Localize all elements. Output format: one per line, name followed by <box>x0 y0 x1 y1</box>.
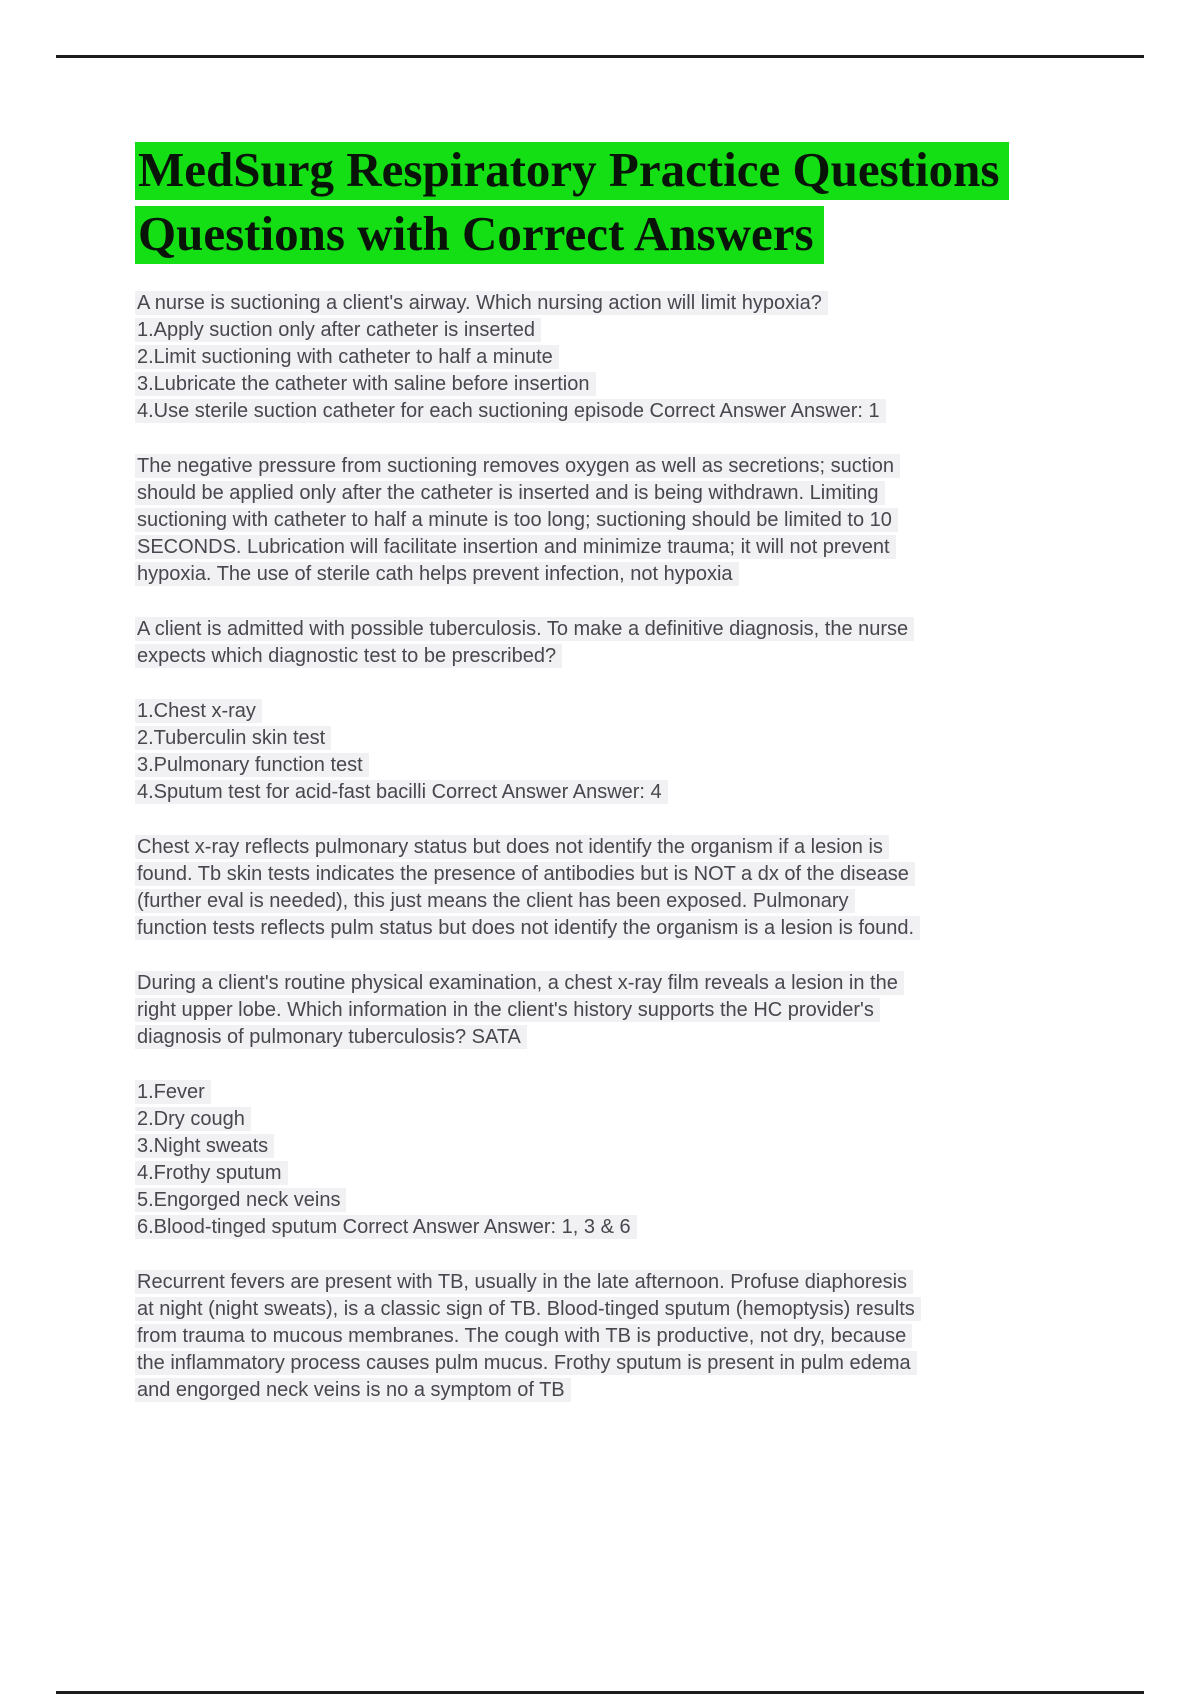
text-line <box>135 997 1015 1024</box>
highlighted-text: 1.Apply suction only after catheter is inserted <box>135 318 541 342</box>
highlighted-text: 2.Dry cough <box>135 1107 251 1131</box>
text-line <box>135 398 1015 425</box>
options-2 <box>135 698 1015 806</box>
page-title-text-2: Questions with Correct Answers <box>135 206 824 264</box>
top-horizontal-rule <box>56 55 1144 58</box>
highlighted-text: 2.Limit suctioning with catheter to half a minute <box>135 345 559 369</box>
highlighted-text: expects which diagnostic test to be prescribed? <box>135 644 562 668</box>
text-line <box>135 290 1015 317</box>
text-line <box>135 643 1015 670</box>
text-line <box>135 888 1015 915</box>
text-line <box>135 1350 1015 1377</box>
document-content <box>135 142 1015 1432</box>
text-line <box>135 1377 1015 1404</box>
highlighted-text: (further eval is needed), this just means the client has been exposed. Pulmonary <box>135 889 855 913</box>
text-line <box>135 616 1015 643</box>
rationale-1 <box>135 453 1015 588</box>
question-1 <box>135 290 1015 425</box>
text-line <box>135 317 1015 344</box>
text-line <box>135 1106 1015 1133</box>
highlighted-text: 1.Chest x-ray <box>135 699 262 723</box>
highlighted-text: 3.Lubricate the catheter with saline before insertion <box>135 372 596 396</box>
highlighted-text: 5.Engorged neck veins <box>135 1188 346 1212</box>
bottom-horizontal-rule <box>56 1691 1144 1694</box>
highlighted-text: 4.Use sterile suction catheter for each suctioning episode Correct Answer Answer: 1 <box>135 399 886 423</box>
text-line <box>135 779 1015 806</box>
text-line <box>135 970 1015 997</box>
highlighted-text: 6.Blood-tinged sputum Correct Answer Answer: 1, 3 & 6 <box>135 1215 637 1239</box>
highlighted-text: 3.Pulmonary function test <box>135 753 369 777</box>
text-line <box>135 698 1015 725</box>
text-line <box>135 834 1015 861</box>
options-3 <box>135 1079 1015 1241</box>
rationale-3 <box>135 1269 1015 1404</box>
text-line <box>135 1024 1015 1051</box>
text-line <box>135 561 1015 588</box>
highlighted-text: 4.Frothy sputum <box>135 1161 288 1185</box>
highlighted-text: at night (night sweats), is a classic sign of TB. Blood-tinged sputum (hemoptysis) results <box>135 1297 921 1321</box>
text-line <box>135 725 1015 752</box>
page-title-line-1 <box>135 142 1015 200</box>
text-line <box>135 1214 1015 1241</box>
highlighted-text: A nurse is suctioning a client's airway. Which nursing action will limit hypoxia? <box>135 291 828 315</box>
question-2 <box>135 616 1015 670</box>
highlighted-text: from trauma to mucous membranes. The cough with TB is productive, not dry, because <box>135 1324 912 1348</box>
text-line <box>135 507 1015 534</box>
text-line <box>135 480 1015 507</box>
text-line <box>135 534 1015 561</box>
highlighted-text: 2.Tuberculin skin test <box>135 726 331 750</box>
page-title <box>135 142 1015 264</box>
text-line <box>135 1160 1015 1187</box>
text-line <box>135 915 1015 942</box>
page-title-text-1: MedSurg Respiratory Practice Questions <box>135 142 1009 200</box>
highlighted-text: The negative pressure from suctioning removes oxygen as well as secretions; suction <box>135 454 900 478</box>
highlighted-text: 3.Night sweats <box>135 1134 274 1158</box>
text-line <box>135 1269 1015 1296</box>
text-line <box>135 1296 1015 1323</box>
highlighted-text: function tests reflects pulm status but does not identify the organism is a lesion is found. <box>135 916 920 940</box>
highlighted-text: suctioning with catheter to half a minute is too long; suctioning should be limited to 10 <box>135 508 898 532</box>
qa-blocks <box>135 290 1015 1404</box>
text-line <box>135 1187 1015 1214</box>
highlighted-text: During a client's routine physical examination, a chest x-ray film reveals a lesion in the <box>135 971 904 995</box>
highlighted-text: and engorged neck veins is no a symptom of TB <box>135 1378 571 1402</box>
rationale-2 <box>135 834 1015 942</box>
page-title-line-2 <box>135 206 1015 264</box>
highlighted-text: right upper lobe. Which information in the client's history supports the HC provider's <box>135 998 880 1022</box>
highlighted-text: diagnosis of pulmonary tuberculosis? SATA <box>135 1025 527 1049</box>
highlighted-text: found. Tb skin tests indicates the presence of antibodies but is NOT a dx of the disease <box>135 862 915 886</box>
highlighted-text: the inflammatory process causes pulm mucus. Frothy sputum is present in pulm edema <box>135 1351 917 1375</box>
text-line <box>135 1323 1015 1350</box>
text-line <box>135 752 1015 779</box>
highlighted-text: A client is admitted with possible tuberculosis. To make a definitive diagnosis, the nurse <box>135 617 914 641</box>
text-line <box>135 371 1015 398</box>
highlighted-text: SECONDS. Lubrication will facilitate insertion and minimize trauma; it will not prevent <box>135 535 896 559</box>
highlighted-text: Recurrent fevers are present with TB, usually in the late afternoon. Profuse diaphoresis <box>135 1270 913 1294</box>
highlighted-text: should be applied only after the catheter is inserted and is being withdrawn. Limiting <box>135 481 885 505</box>
text-line <box>135 344 1015 371</box>
text-line <box>135 453 1015 480</box>
highlighted-text: hypoxia. The use of sterile cath helps prevent infection, not hypoxia <box>135 562 739 586</box>
highlighted-text: Chest x-ray reflects pulmonary status but does not identify the organism if a lesion is <box>135 835 889 859</box>
highlighted-text: 4.Sputum test for acid-fast bacilli Correct Answer Answer: 4 <box>135 780 668 804</box>
question-3 <box>135 970 1015 1051</box>
text-line <box>135 1133 1015 1160</box>
text-line <box>135 1079 1015 1106</box>
highlighted-text: 1.Fever <box>135 1080 211 1104</box>
text-line <box>135 861 1015 888</box>
